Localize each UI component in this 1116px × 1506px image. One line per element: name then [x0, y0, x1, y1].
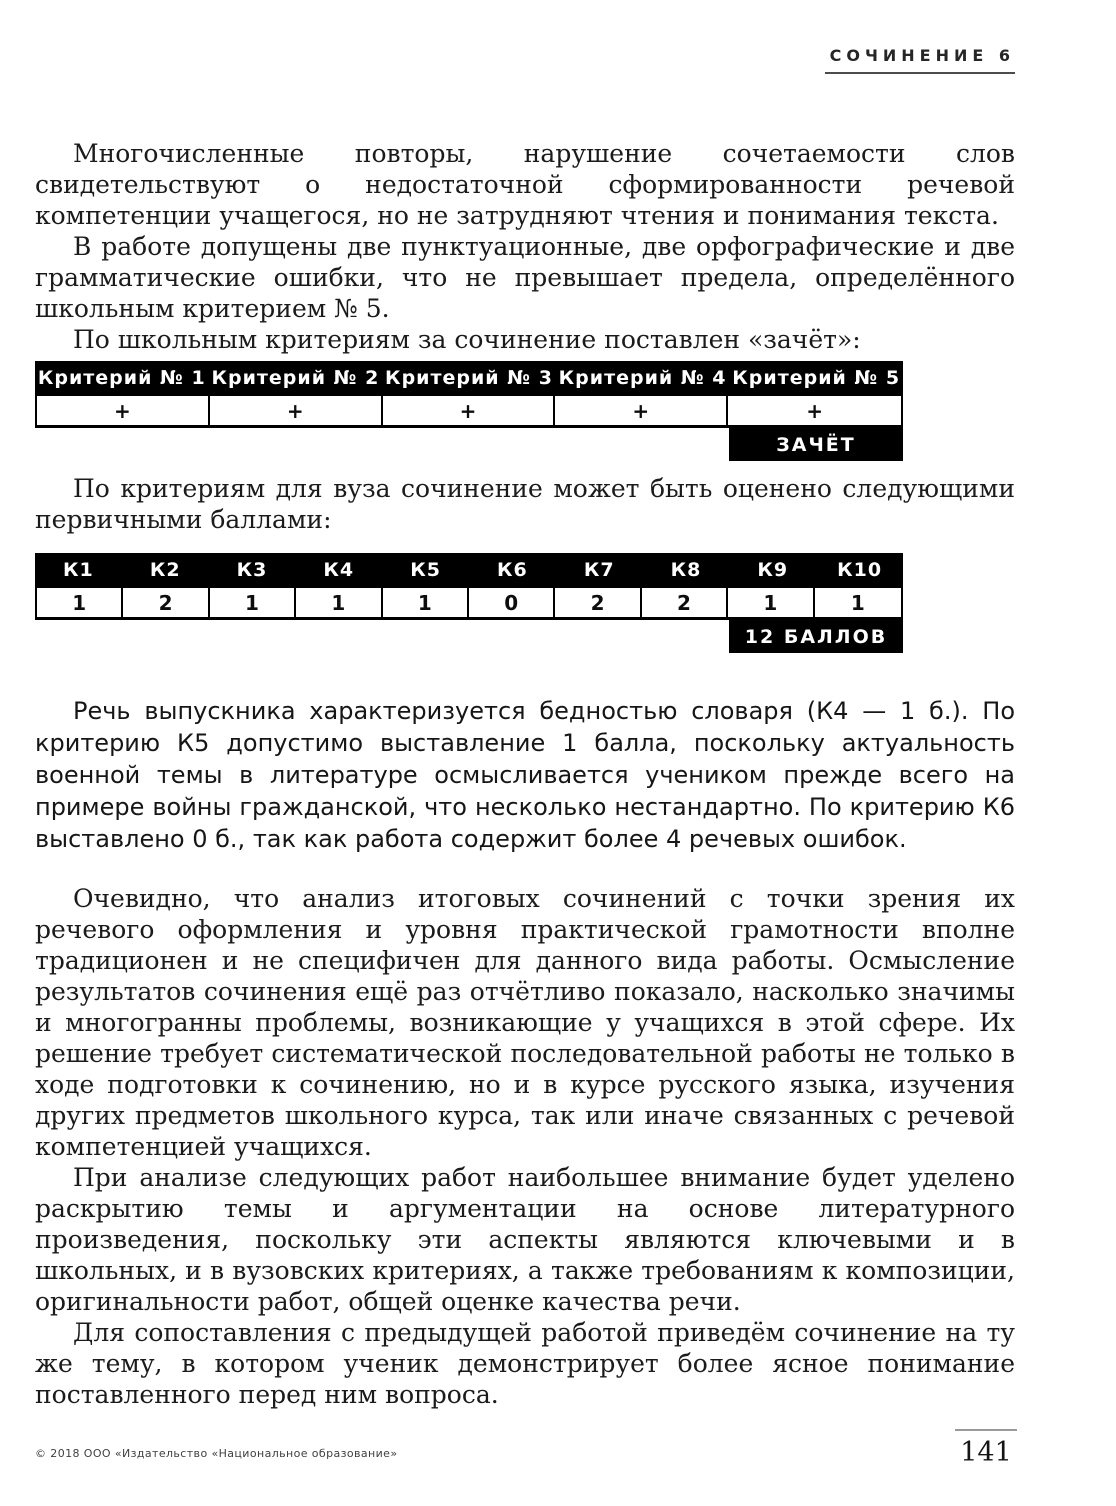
paragraph-score-commentary: Речь выпускника характеризуется бедностью словаря (К4 — 1 б.). По критерию К5 допустимо выставление 1 балла, поскольку актуальность военной темы в литературе осмысливается учеником прежде всего на примере войны гражданской, что несколько нестандартно. По критерию К6 выставлено 0 б., так как работа содержит более 4 речевых ошибок. — [35, 697, 1015, 853]
school-criteria-table-header-row — [35, 361, 903, 394]
university-total-badge: 12 БАЛЛОВ — [729, 620, 903, 653]
table-value-cell: + — [37, 396, 210, 425]
copyright-notice: © 2018 ООО «Издательство «Национальное образование» — [35, 1447, 398, 1460]
table-header-cell: Критерий № 2 — [211, 366, 380, 389]
table-header-cell: К4 — [323, 558, 355, 581]
table-value-cell: 2 — [555, 588, 641, 617]
table-value-cell: 1 — [728, 588, 814, 617]
university-scores-table — [35, 553, 903, 653]
table-value-cell: 2 — [642, 588, 728, 617]
table-value-cell: 2 — [123, 588, 209, 617]
school-criteria-table-value-row — [35, 394, 903, 428]
table-value-cell: 1 — [37, 588, 123, 617]
table-value-cell: 1 — [383, 588, 469, 617]
table-header-cell: Критерий № 3 — [385, 366, 553, 389]
university-table-value-row — [35, 586, 903, 620]
paragraph-next-works-focus: При анализе следующих работ наибольшее внимание будет уделено раскрытию темы и аргументации на основе литературного произведения, поскольку эти аспекты являются ключевыми и в школьных, и в вузовских критериях, а также требованиям к композиции, оригинальности работ, общей оценке качества речи. — [35, 1163, 1015, 1316]
table-value-cell: + — [806, 398, 823, 423]
table-header-cell: К2 — [149, 558, 181, 581]
running-title: СОЧИНЕНИЕ 6 — [829, 46, 1015, 65]
page-number-block — [955, 1429, 1017, 1466]
table-header-cell: Критерий № 1 — [37, 366, 206, 389]
table-header-cell: К3 — [236, 558, 268, 581]
paragraph-school-criteria-intro: По школьным критериям за сочинение поставлен «зачёт»: — [73, 325, 861, 354]
table-header-cell: К1 — [63, 558, 94, 581]
table-header-cell: К7 — [583, 558, 615, 581]
table-value-cell: + — [383, 396, 556, 425]
table-value-cell: 0 — [469, 588, 555, 617]
paragraph-university-criteria-intro: По критериям для вуза сочинение может быть оценено следующими первичными баллами: — [35, 474, 1015, 534]
table-header-cell: К9 — [757, 558, 789, 581]
page-number-rule — [955, 1429, 1017, 1431]
paragraph-mistakes-count: В работе допущены две пунктуационные, две орфографические и две грамматические ошибки, что не превышает предела, определённого школьным критерием № 5. — [35, 232, 1015, 323]
table-header-cell: Критерий № 4 — [558, 366, 727, 389]
school-result-badge: ЗАЧЁТ — [729, 428, 903, 461]
paragraph-speech-errors: Многочисленные повторы, нарушение сочетаемости слов свидетельствуют о недостаточной сформированности речевой компетенции учащегося, но не затрудняют чтения и понимания текста. — [35, 139, 1015, 230]
paragraph-analysis-conclusion: Очевидно, что анализ итоговых сочинений с точки зрения их речевого оформления и уровня практической грамотности вполне традиционен и не специфичен для данного вида работы. Осмысление результатов сочинения ещё раз отчётливо показало, насколько значимы и многогранны проблемы, возникающие у учащихся в этой сфере. Их решение требует систематической последовательной работы не только в ходе подготовки к сочинению, но и в курсе русского языка, изучения других предметов школьного курса, так или иначе связанных с речевой компетенцией учащихся. — [35, 884, 1015, 1161]
school-criteria-table — [35, 361, 903, 461]
table-header-cell: Критерий № 5 — [732, 366, 901, 389]
table-value-cell: + — [210, 396, 383, 425]
table-value-cell: 1 — [296, 588, 382, 617]
table-header-cell: К5 — [410, 558, 441, 581]
table-header-cell: К6 — [497, 558, 528, 581]
university-table-header-row — [35, 553, 903, 586]
running-head-rule — [825, 72, 1015, 74]
table-value-cell: + — [555, 396, 728, 425]
paragraph-comparison-intro: Для сопоставления с предыдущей работой приведём сочинение на ту же тему, в котором ученик демонстрирует более ясное понимание поставленного перед ним вопроса. — [35, 1318, 1015, 1409]
table-header-cell: К8 — [670, 558, 702, 581]
table-value-cell: 1 — [850, 590, 865, 615]
running-head — [35, 46, 1015, 74]
table-header-cell: К10 — [837, 558, 883, 581]
page-number: 141 — [960, 1437, 1012, 1468]
table-value-cell: 1 — [210, 588, 296, 617]
